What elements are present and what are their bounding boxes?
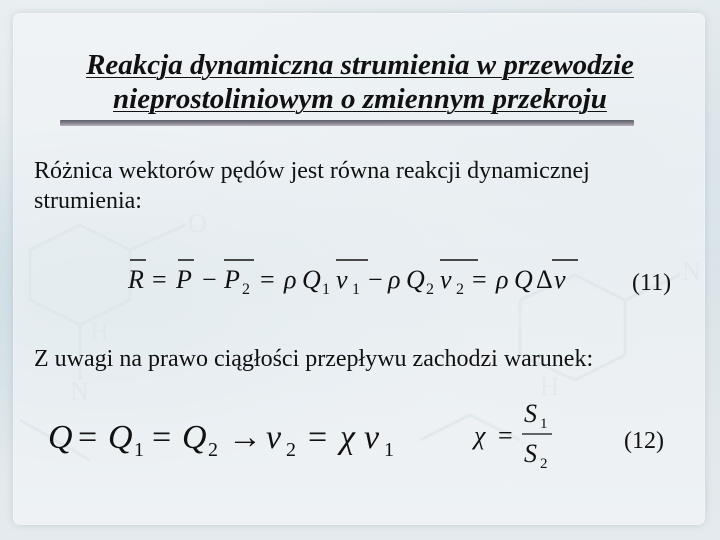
eq12-chi-1: χ: [340, 419, 355, 456]
eq12-S1: S: [524, 400, 537, 428]
eq11-equals-3: =: [472, 265, 487, 294]
eq11-sub-2a: 2: [242, 281, 250, 298]
eq11-rho-2: ρ: [388, 265, 401, 294]
eq12-sub-1c: 1: [540, 416, 548, 432]
eq12-sub-2a: 2: [208, 439, 218, 461]
eq11-R: R: [128, 265, 144, 294]
eq12-sub-1a: 1: [134, 439, 144, 461]
equation-number-12: (12): [624, 428, 664, 454]
eq12-nu-1: ν: [364, 419, 380, 456]
eq11-delta: Δ: [536, 265, 553, 294]
eq11-Q2: Q: [406, 265, 425, 294]
eq11-rho-1: ρ: [284, 265, 297, 294]
eq12-equals-4: =: [498, 421, 513, 450]
eq11-rho-3: ρ: [496, 265, 509, 294]
eq12-arrow: →: [228, 419, 262, 456]
eq12-S2: S: [524, 439, 537, 468]
equation-12: [46, 400, 576, 480]
title-underline-bar: [60, 120, 634, 126]
eq11-Q3: Q: [514, 265, 533, 294]
eq12-equals-3: =: [308, 419, 328, 456]
eq11-sub-2b: 2: [426, 281, 434, 298]
eq12-sub-2c: 2: [540, 456, 548, 472]
eq12-Q: Q: [48, 419, 73, 456]
eq11-equals-1: =: [152, 265, 167, 294]
eq12-chi-2: χ: [474, 421, 486, 450]
eq11-minus-1: −: [202, 265, 217, 294]
eq11-P2: P: [224, 265, 240, 294]
eq12-sub-2b: 2: [286, 439, 296, 461]
equation-11: [118, 252, 588, 302]
eq11-nu-3: ν: [554, 265, 566, 294]
eq11-nu-2: ν: [440, 265, 452, 294]
eq12-Q1: Q: [108, 419, 133, 456]
paragraph-continuity-condition: Z uwagi na prawo ciągłości przepływu zachodzi warunek:: [34, 346, 594, 372]
eq12-nu-2: ν: [266, 419, 282, 456]
eq11-Q1: Q: [302, 265, 321, 294]
paragraph-momentum-difference: Różnica wektorów pędów jest równa reakcji dynamicznej strumienia:: [34, 158, 590, 214]
eq11-minus-2: −: [368, 265, 383, 294]
eq11-sub-1a: 1: [322, 281, 330, 298]
eq11-sub-1b: 1: [352, 281, 360, 298]
eq11-equals-2: =: [260, 265, 275, 294]
eq12-sub-1b: 1: [384, 439, 394, 461]
eq11-P: P: [176, 265, 192, 294]
eq12-Q2: Q: [182, 419, 207, 456]
eq11-sub-2c: 2: [456, 281, 464, 298]
slide-title: Reakcja dynamiczna strumienia w przewodzie nieprostoliniowym o zmiennym przekroju: [86, 49, 634, 115]
equation-number-11: (11): [632, 270, 672, 296]
eq12-equals-1: =: [78, 419, 98, 456]
eq11-nu-1: ν: [336, 265, 348, 294]
eq12-equals-2: =: [152, 419, 172, 456]
